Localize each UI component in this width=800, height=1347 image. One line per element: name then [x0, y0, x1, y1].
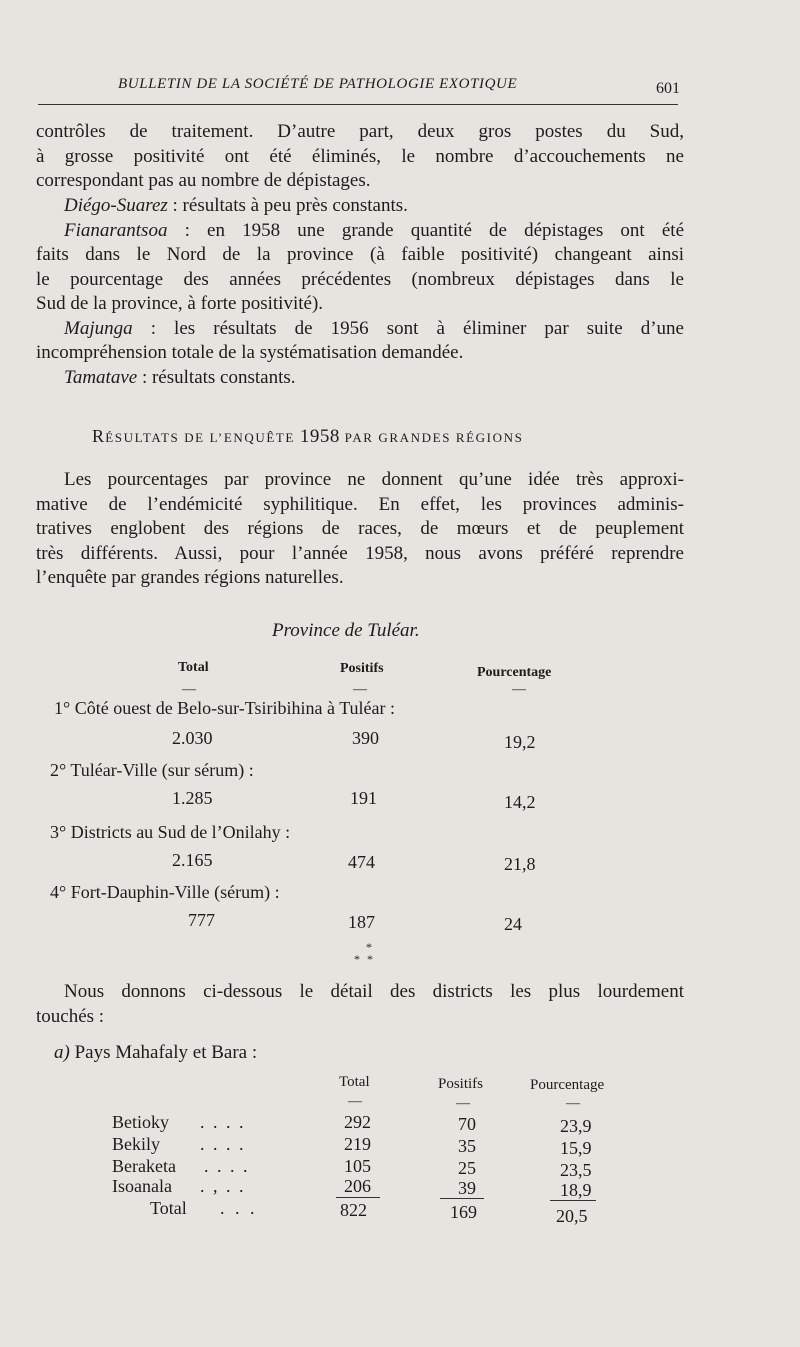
province-row-label: 4° Fort-Dauphin-Ville (sérum) : [50, 882, 280, 902]
province-name: Fianarantsoa [64, 219, 168, 241]
province-row-label: 2° Tuléar-Ville (sur sérum) : [50, 760, 254, 780]
district-row-name: Bekily [112, 1134, 160, 1154]
district-header-pourcentage: Pourcentage [530, 1077, 605, 1093]
asterism-bottom: * * [354, 952, 375, 966]
province-row-pct: 19,2 [504, 732, 536, 752]
body-line: l’enquête par grandes régions naturelles. [36, 567, 344, 588]
intro-line: correspondant pas au nombre de dépistages. [36, 170, 371, 191]
province-note-text: : résultats à peu près constants. [167, 195, 408, 216]
districts-intro [36, 980, 684, 1029]
district-row-dots: . , . . [200, 1176, 246, 1196]
section-title-part: PAR GRANDES RÉGIONS [339, 430, 524, 445]
province-row-pct: 21,8 [504, 854, 536, 874]
district-total-dots: . . . [220, 1198, 258, 1218]
running-title: BULLETIN DE LA SOCIÉTÉ DE PATHOLOGIE EXOTIQUE [118, 76, 518, 92]
district-row-positifs: 39 [458, 1178, 476, 1198]
district-row-positifs: 70 [458, 1114, 476, 1134]
districts-intro-line: Nous donnons ci-dessous le détail des districts les plus lourdement [64, 981, 684, 1002]
province-name: Tamatave [64, 366, 138, 388]
province-note-line: faits dans le Nord de la province (à faible positivité) changeant ainsi [36, 244, 684, 265]
province-notes [36, 194, 684, 390]
district-row-dots: . . . . [200, 1134, 246, 1154]
section-title [92, 426, 523, 448]
district-row-total: 206 [344, 1176, 371, 1196]
district-subtitle-marker: a) [54, 1042, 70, 1063]
body-line: mative de l’endémicité syphilitique. En effet, les provinces adminis- [36, 493, 684, 515]
intro-line: à grosse positivité ont été éliminés, le nombre d’accouchements ne [36, 145, 684, 167]
intro-line: contrôles de traitement. D’autre part, deux gros postes du Sud, [36, 121, 684, 142]
district-dash-total: — [348, 1094, 362, 1109]
district-row-pct: 23,5 [560, 1160, 592, 1180]
province-row-positifs: 474 [348, 852, 375, 872]
district-row-pct: 15,9 [560, 1138, 592, 1158]
province-row-positifs: 390 [352, 728, 379, 748]
intro-paragraph [36, 120, 684, 194]
district-dash-positifs: — [456, 1096, 470, 1111]
province-name: Majunga [64, 317, 133, 339]
district-total-pct: 20,5 [556, 1206, 588, 1226]
province-note-line: le pourcentage des années précédentes (nombreux dépistages dans le [36, 268, 684, 290]
district-row-dots: . . . . [204, 1156, 250, 1176]
district-row-total: 219 [344, 1134, 371, 1154]
total-rule [336, 1197, 380, 1198]
province-header-positifs: Positifs [340, 661, 384, 676]
district-header-total: Total [339, 1074, 370, 1090]
district-row-name: Beraketa [112, 1156, 176, 1176]
province-name: Diégo-Suarez [64, 195, 168, 216]
district-total-positifs: 169 [450, 1202, 477, 1222]
body-line: très différents. Aussi, pour l’année 1958, nous avons préféré reprendre [36, 542, 684, 564]
district-row-name: Betioky [112, 1112, 169, 1132]
province-row-positifs: 187 [348, 912, 375, 932]
province-note-text: : les résultats de 1956 sont à éliminer par suite d’une [132, 317, 684, 339]
province-dash-total: — [182, 682, 196, 697]
district-dash-pourcentage: — [566, 1096, 580, 1111]
positifs-rule [440, 1198, 484, 1199]
province-row-label: 3° Districts au Sud de l’Onilahy : [50, 822, 291, 842]
asterism-top: * [366, 940, 372, 954]
district-total-total: 822 [340, 1200, 367, 1220]
province-header-pourcentage: Pourcentage [477, 665, 552, 680]
province-dash-pourcentage: — [512, 682, 526, 697]
district-row-pct: 18,9 [560, 1180, 592, 1200]
district-row-name: Isoanala [112, 1176, 172, 1196]
body-line: Les pourcentages par province ne donnent qu’une idée très approxi- [64, 469, 684, 490]
province-note-fianarantsoa [36, 219, 684, 244]
province-table-title: Province de Tuléar. [272, 620, 420, 641]
section-title-initial: R [92, 426, 106, 446]
province-dash-positifs: — [353, 682, 367, 697]
district-row-positifs: 25 [458, 1158, 476, 1178]
district-subtitle-text: Pays Mahafaly et Bara : [69, 1042, 258, 1063]
district-row-dots: . . . . [200, 1112, 246, 1132]
province-note-majunga [36, 317, 684, 342]
district-header-positifs: Positifs [438, 1076, 484, 1092]
province-row-total: 777 [188, 910, 215, 930]
district-row-total: 292 [344, 1112, 371, 1132]
body-paragraph [36, 468, 684, 591]
province-row-label: 1° Côté ouest de Belo-sur-Tsiribihina à Tuléar : [54, 698, 396, 718]
header-rule [38, 104, 678, 105]
province-header-total: Total [178, 660, 209, 675]
districts-intro-line: touchés : [36, 1005, 105, 1027]
page-number: 601 [656, 80, 680, 97]
province-row-pct: 24 [504, 914, 522, 934]
province-row-total: 1.285 [172, 788, 213, 808]
district-row-total: 105 [344, 1156, 371, 1176]
district-total-label: Total [150, 1198, 187, 1218]
province-row-total: 2.165 [172, 850, 213, 870]
pct-rule [550, 1200, 596, 1201]
province-row-pct: 14,2 [504, 792, 536, 812]
province-note-line: Sud de la province, à forte positivité). [36, 293, 324, 314]
province-row-total: 2.030 [172, 728, 213, 748]
section-title-part: ÉSULTATS DE L’ENQUÊTE [105, 430, 300, 445]
district-row-pct: 23,9 [560, 1116, 592, 1136]
province-note-diego [36, 194, 684, 219]
section-title-year: 1958 [299, 426, 340, 447]
district-row-positifs: 35 [458, 1136, 476, 1156]
province-note-line: incompréhension totale de la systématisation demandée. [36, 342, 464, 363]
province-note-text: : résultats constants. [137, 366, 296, 388]
district-subtitle [54, 1042, 257, 1064]
province-note-tamatave [36, 366, 684, 391]
province-note-text: : en 1958 une grande quantité de dépistages ont été [167, 219, 684, 241]
body-line: tratives englobent des régions de races, de mœurs et de peuplement [36, 518, 684, 539]
province-row-positifs: 191 [350, 788, 377, 808]
